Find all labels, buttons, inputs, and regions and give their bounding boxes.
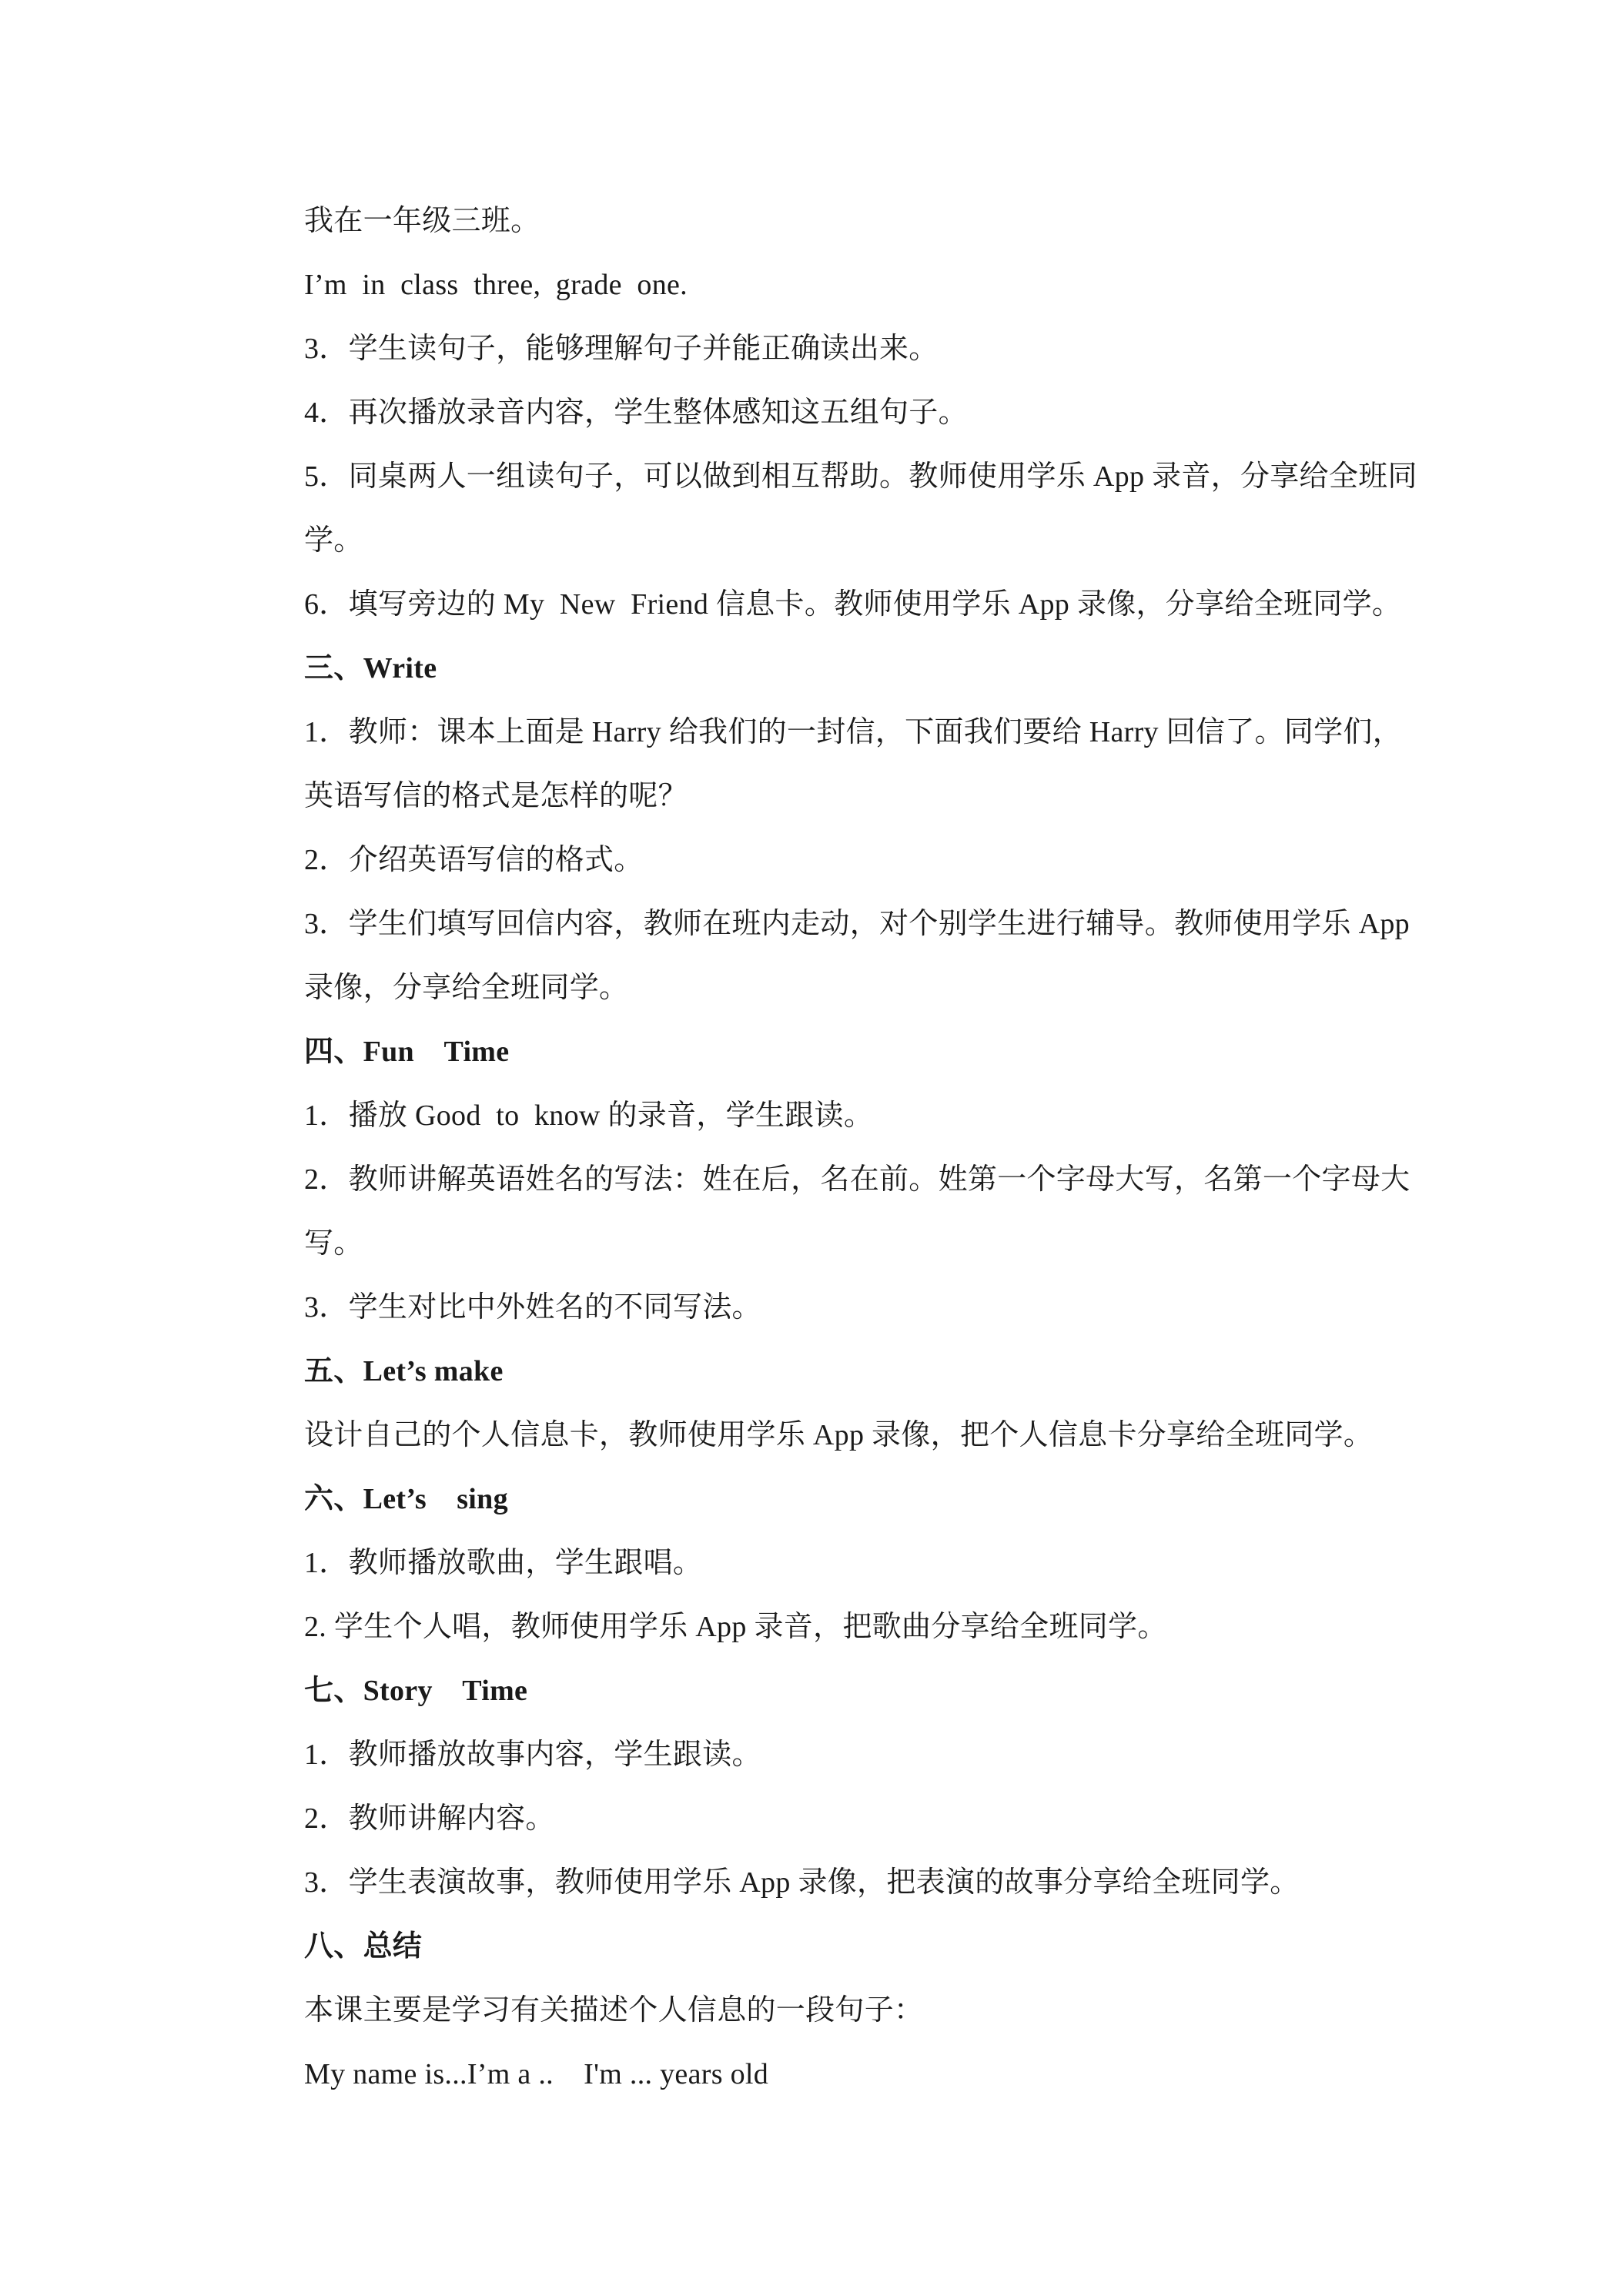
document-body [304,202,1417,2119]
paragraph-line: 我在一年级三班。 [304,205,540,237]
paragraph-line: 3．学生读句子，能够理解句子并能正确读出来。 [304,333,939,365]
paragraph-line: 3．学生表演故事，教师使用学乐 App 录像，把表演的故事分享给全班同学。 [304,1866,1300,1899]
paragraph-line: My name is...I’m a .. I'm ... years old [304,2058,769,2090]
paragraph-line: 2. 学生个人唱，教师使用学乐 App 录音，把歌曲分享给全班同学。 [304,1611,1167,1643]
paragraph-line: 3．学生对比中外姓名的不同写法。 [304,1291,761,1324]
section-heading-summary: 八、总结 [304,1930,423,1963]
paragraph-line: 1．教师：课本上面是 Harry 给我们的一封信，下面我们要给 Harry 回信了。同学们， [304,716,1403,748]
paragraph-line: 学。 [304,524,363,557]
paragraph-line: I’m in class three, grade one. [304,269,688,301]
paragraph-line: 3．学生们填写回信内容，教师在班内走动，对个别学生进行辅导。教师使用学乐 App [304,908,1410,940]
paragraph-line: 英语写信的格式是怎样的呢？ [304,780,688,812]
section-heading-lets-sing: 六、Let’s sing [304,1483,508,1515]
paragraph-line: 本课主要是学习有关描述个人信息的一段句子： [304,1994,924,2027]
paragraph-line: 1．教师播放歌曲，学生跟唱。 [304,1547,703,1579]
paragraph-line: 2．教师讲解内容。 [304,1802,555,1835]
paragraph-line: 6．填写旁边的 My New Friend 信息卡。教师使用学乐 App 录像，分享给全班同学。 [304,588,1402,621]
section-heading-write: 三、Write [304,652,437,684]
paragraph-line: 5．同桌两人一组读句子，可以做到相互帮助。教师使用学乐 App 录音，分享给全班同 [304,460,1417,493]
paragraph-line: 1．教师播放故事内容，学生跟读。 [304,1739,761,1771]
paragraph-line: 写。 [304,1227,363,1260]
paragraph-line: 2．介绍英语写信的格式。 [304,844,644,876]
paragraph-line: 4．再次播放录音内容，学生整体感知这五组句子。 [304,397,968,429]
paragraph-line: 录像，分享给全班同学。 [304,972,629,1004]
section-heading-story-time: 七、Story Time [304,1675,528,1707]
paragraph-line: 1．播放 Good to know 的录音，学生跟读。 [304,1099,874,1132]
paragraph-line: 设计自己的个人信息卡，教师使用学乐 App 录像，把个人信息卡分享给全班同学。 [304,1419,1374,1451]
section-heading-lets-make: 五、Let’s make [304,1355,504,1387]
section-heading-fun-time: 四、Fun Time [304,1036,510,1068]
paragraph-line: 2．教师讲解英语姓名的写法：姓在后，名在前。姓第一个字母大写，名第一个字母大 [304,1163,1411,1196]
